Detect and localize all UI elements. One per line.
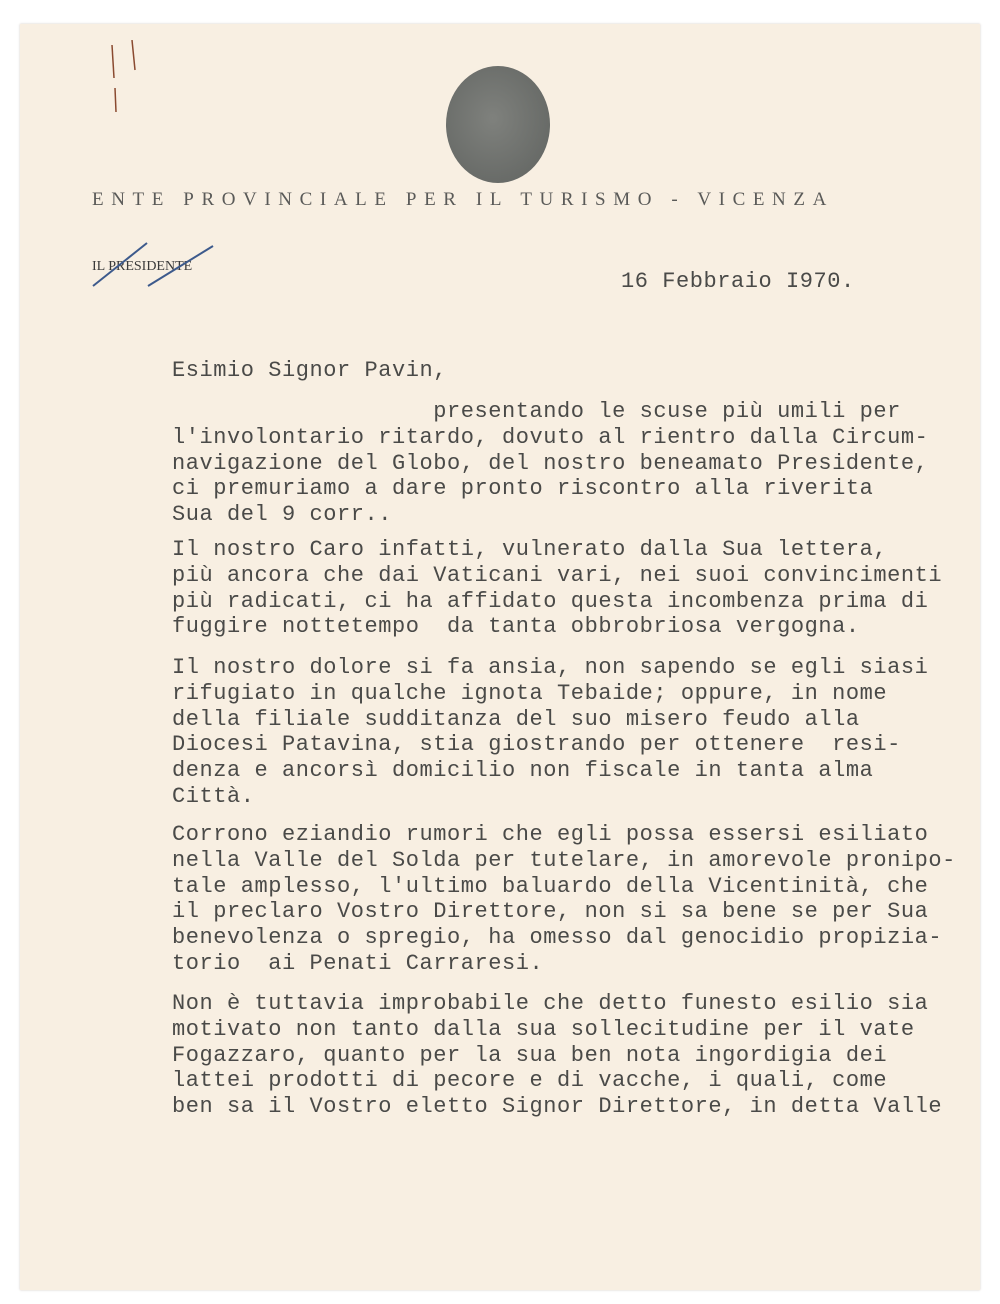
text-line: l'involontario ritardo, dovuto al rientro dalla Circum-: [172, 424, 929, 450]
text-line: rifugiato in qualche ignota Tebaide; oppure, in nome: [172, 680, 888, 706]
text-line: della filiale sudditanza del suo misero feudo alla: [172, 706, 860, 732]
paragraph-5: [172, 991, 942, 1120]
text-line: più ancora che dai Vaticani vari, nei suoi convincimenti: [172, 562, 943, 588]
greeting: [172, 358, 447, 384]
text-line: Corrono eziandio rumori che egli possa essersi esiliato: [172, 822, 929, 847]
text-line: Il nostro Caro infatti, vulnerato dalla Sua lettera,: [172, 537, 888, 562]
text-line: tale amplesso, l'ultimo baluardo della Vicentinità, che: [172, 873, 929, 899]
greeting-line: Esimio Signor Pavin,: [172, 358, 448, 383]
text-line: Città.: [172, 783, 255, 809]
text-line: benevolenza o spregio, ha omesso dal genocidio propizia-: [172, 925, 943, 951]
text-line: il preclaro Vostro Direttore, non si sa bene se per Sua: [172, 899, 929, 925]
text-line: denza e ancorsì domicilio non fiscale in tanta alma: [172, 758, 874, 784]
text-line: Il nostro dolore si fa ansia, non sapendo se egli siasi: [172, 655, 929, 680]
text-line: nella Valle del Solda per tutelare, in amorevole pronipo-: [172, 847, 956, 873]
text-line: Non è tuttavia improbabile che detto funesto esilio sia: [172, 991, 929, 1016]
text-line: motivato non tanto dalla sua sollecitudine per il vate: [172, 1016, 915, 1042]
text-line: Fogazzaro, quanto per la sua ben nota ingordigia dei: [172, 1042, 888, 1068]
text-line: torio ai Penati Carraresi.: [172, 950, 544, 976]
text-line: Diocesi Patavina, stia giostrando per ottenere resi-: [172, 732, 901, 758]
text-line: ci premuriamo a dare pronto riscontro alla riverita: [172, 476, 874, 502]
pen-strike-marks: [90, 238, 220, 290]
office-title: IL PRESIDENTE: [92, 259, 193, 274]
letter-date: 16 Febbraio I970.: [621, 269, 855, 294]
text-line: navigazione del Globo, del nostro beneamato Presidente,: [172, 450, 929, 476]
ink-marks: [100, 40, 160, 120]
paragraph-2: [172, 537, 942, 640]
organization-heading: ENTE PROVINCIALE PER IL TURISMO - VICENZA: [92, 189, 834, 210]
text-line: lattei prodotti di pecore e di vacche, i quali, come: [172, 1068, 888, 1094]
text-line: ben sa il Vostro eletto Signor Direttore, in detta Valle: [172, 1094, 943, 1120]
paragraph-1: [172, 399, 928, 528]
text-line: presentando le scuse più umili per: [172, 399, 901, 424]
medallion-portrait-emblem: [446, 66, 550, 183]
text-line: Sua del 9 corr..: [172, 502, 393, 528]
text-line: più radicati, ci ha affidato questa incombenza prima di: [172, 588, 929, 614]
paragraph-4: [172, 822, 956, 977]
paragraph-3: [172, 655, 928, 810]
text-line: fuggire nottetempo da tanta obbrobriosa vergogna.: [172, 614, 860, 640]
